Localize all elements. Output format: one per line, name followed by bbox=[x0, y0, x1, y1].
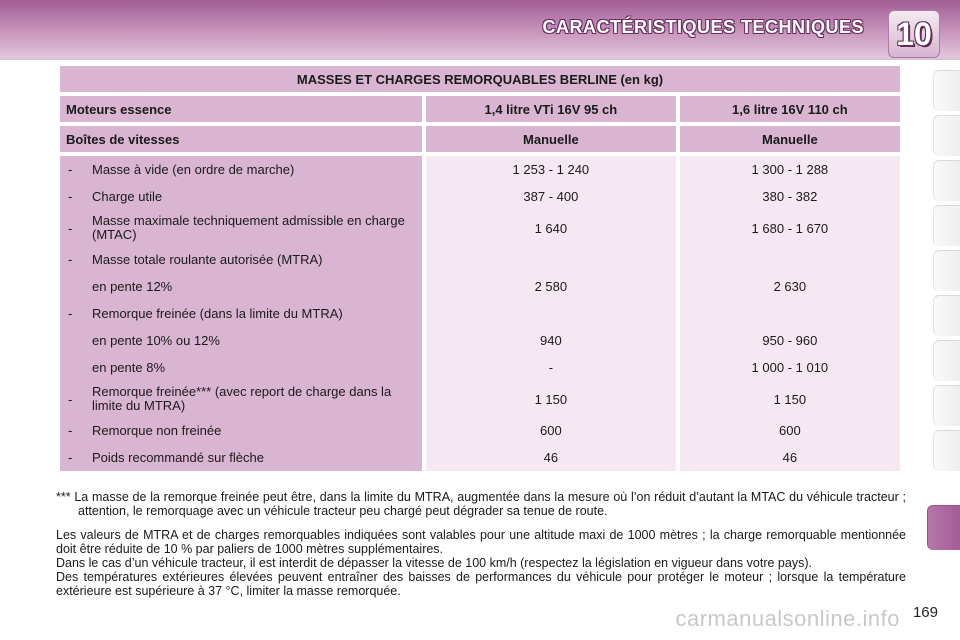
footnote-paragraph: Des températures extérieures élevées peuvent entraîner des baisses de performances du véhicule pour protéger le moteur ; lorsque la température extérieure est supérieure à 37 °C, limiter la masse remorquée. bbox=[56, 570, 906, 598]
row-value: 940 bbox=[540, 333, 562, 348]
gearbox-header: Manuelle bbox=[426, 126, 676, 152]
page-header bbox=[0, 0, 960, 58]
row-value bbox=[686, 246, 894, 273]
table-row bbox=[432, 327, 670, 354]
table-row bbox=[432, 246, 670, 273]
table-row bbox=[686, 327, 894, 354]
table-row bbox=[432, 354, 670, 381]
table-row bbox=[66, 381, 416, 417]
row-value: 380 - 382 bbox=[762, 189, 818, 204]
table-row bbox=[432, 210, 670, 246]
table-row bbox=[432, 444, 670, 471]
engine-header: 1,6 litre 16V 110 ch bbox=[680, 96, 900, 122]
value-column bbox=[426, 156, 676, 471]
row-bullet: - bbox=[68, 450, 73, 465]
row-bullet: - bbox=[68, 423, 73, 438]
table-row bbox=[686, 246, 894, 273]
row-bullet: - bbox=[68, 189, 73, 204]
footnote-star: *** La masse de la remorque freinée peut être, dans la limite du MTRA, augmentée dans la mesure où l’on réduit d’autant la MTAC du véhicule tracteur ; attention, le remorquage avec un véhicule tracteur peu chargé peut dégrader sa tenue de route. bbox=[56, 490, 906, 518]
row-value: 46 bbox=[543, 450, 559, 465]
row-bullet bbox=[66, 273, 92, 300]
header-divider bbox=[0, 58, 960, 60]
table-title-row bbox=[60, 66, 900, 92]
row-label: en pente 10% ou 12% bbox=[92, 332, 220, 348]
row-label: Remorque freinée*** (avec report de charge dans la limite du MTRA) bbox=[92, 384, 392, 413]
row-bullet bbox=[66, 327, 92, 354]
table-row bbox=[66, 210, 416, 246]
table-row bbox=[432, 381, 670, 417]
gearbox-header: Manuelle bbox=[680, 126, 900, 152]
table-row bbox=[66, 354, 416, 381]
table-row bbox=[686, 156, 894, 183]
chapter-tab[interactable] bbox=[933, 250, 960, 291]
row-value: 1 680 - 1 670 bbox=[751, 220, 829, 236]
footnote-paragraph: Les valeurs de MTRA et de charges remorquables indiquées sont valables pour une altitude maxi de 1000 mètres ; la charge remorquable mentionnée doit être réduite de 10 % par paliers de 1000 mètres supplémentaires. bbox=[56, 528, 906, 556]
row-value: 1 640 bbox=[534, 220, 568, 236]
row-value: 600 bbox=[540, 423, 562, 438]
table-row bbox=[66, 273, 416, 300]
table-row bbox=[686, 417, 894, 444]
table-row bbox=[66, 327, 416, 354]
row-value: - bbox=[548, 360, 554, 375]
table-row bbox=[686, 300, 894, 327]
table-row bbox=[432, 183, 670, 210]
row-label: en pente 8% bbox=[92, 359, 166, 375]
chapter-tabs bbox=[928, 70, 960, 630]
chapter-number-badge: 10 bbox=[888, 10, 940, 58]
row-value: 1 150 bbox=[534, 391, 568, 407]
engine-header: 1,4 litre VTi 16V 95 ch bbox=[426, 96, 676, 122]
table-row bbox=[66, 246, 416, 273]
chapter-tab[interactable] bbox=[933, 70, 960, 111]
table-row bbox=[686, 273, 894, 300]
row-value: 1 300 - 1 288 bbox=[751, 162, 829, 177]
table-row bbox=[66, 417, 416, 444]
chapter-tab-active[interactable] bbox=[927, 505, 960, 550]
towing-mass-table bbox=[56, 62, 904, 475]
table-row bbox=[686, 444, 894, 471]
value-list bbox=[432, 156, 670, 471]
row-label: Remorque freinée (dans la limite du MTRA) bbox=[92, 305, 343, 321]
row-value: 1 150 bbox=[773, 391, 807, 407]
table-row bbox=[686, 354, 894, 381]
table-row bbox=[432, 300, 670, 327]
gearbox-row bbox=[60, 126, 900, 152]
row-value: 1 253 - 1 240 bbox=[512, 162, 590, 177]
row-label: Masse à vide (en ordre de marche) bbox=[92, 161, 295, 177]
row-value bbox=[432, 246, 670, 273]
row-label: en pente 12% bbox=[92, 278, 173, 294]
chapter-tab[interactable] bbox=[933, 385, 960, 426]
value-column bbox=[680, 156, 900, 471]
row-label: Poids recommandé sur flèche bbox=[92, 449, 264, 465]
table-row bbox=[66, 300, 416, 327]
table-row bbox=[686, 210, 894, 246]
row-bullet: - bbox=[68, 391, 73, 407]
row-label: Charge utile bbox=[92, 188, 163, 204]
row-bullet: - bbox=[68, 306, 73, 321]
table-row bbox=[66, 183, 416, 210]
footnotes bbox=[56, 490, 906, 598]
table-title: MASSES ET CHARGES REMORQUABLES BERLINE (en kg) bbox=[60, 66, 900, 92]
engine-row bbox=[60, 96, 900, 122]
row-value bbox=[432, 300, 670, 327]
row-value: 2 580 bbox=[534, 279, 568, 294]
row-bullet: - bbox=[68, 162, 73, 177]
gearbox-label: Boîtes de vitesses bbox=[60, 126, 422, 152]
table-row bbox=[66, 156, 416, 183]
watermark: carmanualsonline.info bbox=[675, 606, 900, 631]
chapter-tab[interactable] bbox=[933, 115, 960, 156]
chapter-tab[interactable] bbox=[933, 340, 960, 381]
label-column bbox=[60, 156, 422, 471]
row-value: 2 630 bbox=[773, 279, 807, 294]
page-number: 169 bbox=[912, 604, 938, 621]
chapter-tab[interactable] bbox=[933, 160, 960, 201]
chapter-tab[interactable] bbox=[933, 430, 960, 471]
row-label: Masse totale roulante autorisée (MTRA) bbox=[92, 251, 323, 267]
table-row bbox=[686, 381, 894, 417]
row-value: 46 bbox=[782, 450, 798, 465]
row-value bbox=[686, 300, 894, 327]
table-row bbox=[686, 183, 894, 210]
value-list bbox=[686, 156, 894, 471]
table-row bbox=[432, 273, 670, 300]
row-bullet bbox=[66, 354, 92, 381]
table-body-row bbox=[60, 156, 900, 471]
chapter-tab[interactable] bbox=[933, 295, 960, 336]
page-title: CARACTÉRISTIQUES TECHNIQUES bbox=[542, 17, 864, 37]
row-value: 1 000 - 1 010 bbox=[751, 360, 829, 375]
row-value: 387 - 400 bbox=[523, 189, 579, 204]
row-label: Remorque non freinée bbox=[92, 422, 222, 438]
table-row bbox=[432, 417, 670, 444]
row-value: 600 bbox=[779, 423, 801, 438]
row-label: Masse maximale techniquement admissible en charge (MTAC) bbox=[92, 213, 405, 242]
chapter-tab[interactable] bbox=[933, 205, 960, 246]
row-bullet: - bbox=[68, 220, 73, 236]
row-value: 950 - 960 bbox=[762, 333, 818, 348]
table-row bbox=[432, 156, 670, 183]
engine-label: Moteurs essence bbox=[60, 96, 422, 122]
table-row bbox=[66, 444, 416, 471]
footnote-paragraph: Dans le cas d’un véhicule tracteur, il est interdit de dépasser la vitesse de 100 km/h (respectez la législation en vigueur dans votre pays). bbox=[56, 556, 812, 570]
row-bullet: - bbox=[68, 252, 73, 267]
label-list bbox=[66, 156, 416, 471]
